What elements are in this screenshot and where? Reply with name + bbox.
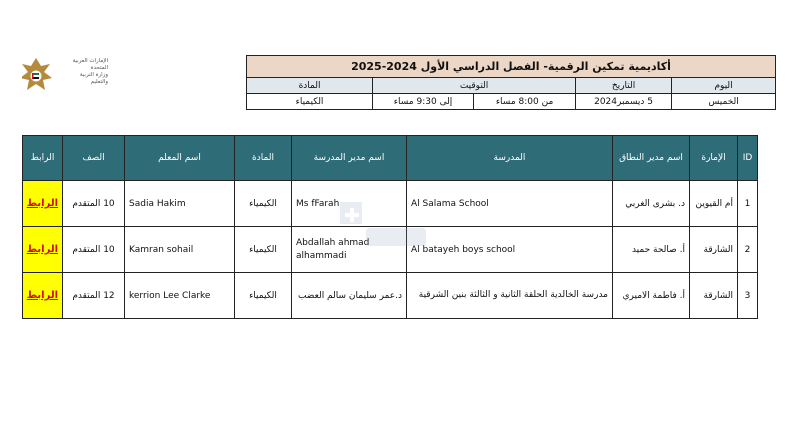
ministry-name — [62, 58, 108, 86]
col-header-principal: اسم مدير المدرسة — [292, 136, 407, 181]
page-title: أكاديمية تمكين الرقمية- الفصل الدراسي الأول 2024-2025 — [247, 56, 776, 78]
col-header-emirate: الإمارة — [690, 136, 738, 181]
col-header-grade: الصف — [63, 136, 125, 181]
row-link-cell — [23, 227, 63, 273]
row-grade: 10 المتقدم — [63, 227, 125, 273]
time-to: إلى 9:30 مساء — [373, 94, 474, 110]
date-header: التاريخ — [576, 78, 672, 94]
day-header: اليوم — [672, 78, 776, 94]
row-zone-manager: أ. فاطمة الاميري — [613, 273, 690, 319]
row-principal: Ms fFarah — [292, 181, 407, 227]
row-id: 3 — [738, 273, 758, 319]
logo-line: الإمارات العربية المتحدة — [72, 58, 108, 71]
row-emirate: الشارقة — [690, 227, 738, 273]
row-principal: د.عمر سليمان سالم العضب — [292, 273, 407, 319]
day-value: الخميس — [672, 94, 776, 110]
col-header-link: الرابط — [23, 136, 63, 181]
row-principal: Abdallah ahmad alhammadi — [292, 227, 407, 273]
row-emirate: الشارقة — [690, 273, 738, 319]
date-value: 5 ديسمبر2024 — [576, 94, 672, 110]
time-from: من 8:00 مساء — [474, 94, 576, 110]
row-id: 2 — [738, 227, 758, 273]
table-header-row — [23, 136, 758, 181]
row-subject: الكيمياء — [235, 273, 292, 319]
row-school: Al Salama School — [407, 181, 613, 227]
row-subject: الكيمياء — [235, 181, 292, 227]
time-header: التوقيت — [373, 78, 576, 94]
row-zone-manager: د. بشرى الغربي — [613, 181, 690, 227]
row-subject: الكيمياء — [235, 227, 292, 273]
session-link[interactable]: الرابط — [26, 290, 58, 301]
col-header-id: ID — [738, 136, 758, 181]
table-row — [23, 227, 758, 273]
row-school: Al batayeh boys school — [407, 227, 613, 273]
col-header-teacher: اسم المعلم — [125, 136, 235, 181]
row-teacher: Kamran sohail — [125, 227, 235, 273]
row-grade: 12 المتقدم — [63, 273, 125, 319]
logo-line: وزارة التربية والتعليم — [79, 72, 108, 85]
col-header-school: المدرسة — [407, 136, 613, 181]
table-row — [23, 273, 758, 319]
row-school: مدرسة الخالدية الحلقة الثانية و الثالثة بنين الشرقية — [407, 273, 613, 319]
subject-value: الكيمياء — [247, 94, 373, 110]
sessions-table — [22, 135, 758, 319]
session-info-table — [246, 55, 776, 110]
row-teacher: kerrion Lee Clarke — [125, 273, 235, 319]
row-link-cell — [23, 181, 63, 227]
row-teacher: Sadia Hakim — [125, 181, 235, 227]
row-link-cell — [23, 273, 63, 319]
subject-header: المادة — [247, 78, 373, 94]
session-link[interactable]: الرابط — [26, 244, 58, 255]
col-header-subject: المادة — [235, 136, 292, 181]
table-row — [23, 181, 758, 227]
session-link[interactable]: الرابط — [26, 198, 58, 209]
row-emirate: أم القيوين — [690, 181, 738, 227]
row-grade: 10 المتقدم — [63, 181, 125, 227]
row-id: 1 — [738, 181, 758, 227]
col-header-zone-manager: اسم مدير النطاق — [613, 136, 690, 181]
row-zone-manager: أ. صالحة حميد — [613, 227, 690, 273]
